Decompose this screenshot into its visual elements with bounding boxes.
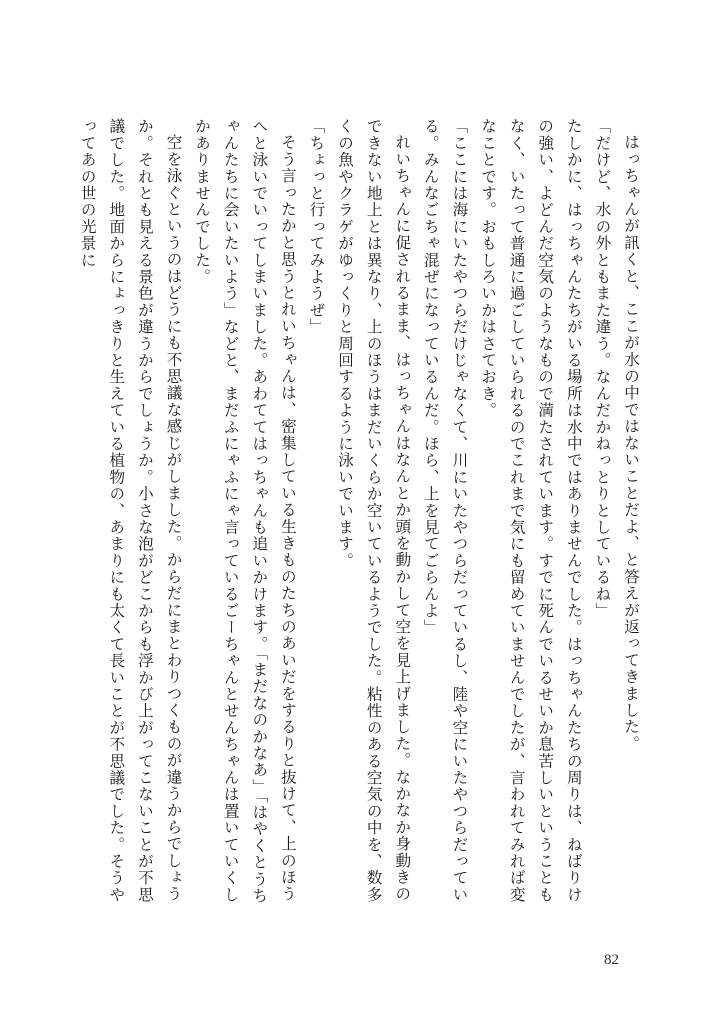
paragraph-6-dialogue: 「ちょっと行ってみようぜ」 [307, 118, 326, 336]
paragraph-7: そう言ったかと思うとれいちゃんは、密集している生きものたちのあいだをするりと抜けて、上のほうへと泳いでいってしまいました。あわててはっちゃんも追いかけます。「まだなのかなあ」「はやくとうちゃんたちに会いたいよう」などと、まだふにゃふにゃ言っているごーちゃんとせんちゃんは置いていくしかありませんでした。 [193, 118, 297, 904]
paragraph-3: たしかに、はっちゃんたちがいる場所は水中ではありませんでした。はっちゃんたちの周りは、ねばりけの強い、よどんだ空気のようなもので満たされています。すでに死んでいるせいか息苦しいということもなく、いたって普通に過ごしていられるのでこれまで気にも留めていませんでしたが、言われてみれば変なことです。おもしろいかはさておき。 [479, 118, 583, 903]
paragraph-5: れいちゃんに促されるまま、はっちゃんはなんとか頭を動かして空を見上げました。なかなか身動きのできない地上とは異なり、上のほうはまだいくらか空いているようでした。粘性のある空気の中を、数多くの魚やクラゲがゆっくりと周回するように泳いでいます。 [336, 118, 412, 903]
paragraph-4-dialogue: 「ここには海にいたやつらだけじゃなくて、川にいたやつらだっているし、陸や空にいたやつらだっている。みんなごちゃ混ぜになっているんだ。ほら、上を見てごらんよ」 [421, 118, 469, 903]
paragraph-2-dialogue: 「だけど、水の外ともまた違う。なんだかねっとりとしているね」 [593, 118, 612, 619]
page-number: 82 [604, 952, 619, 968]
vertical-text-body [75, 118, 645, 918]
paragraph-8: 空を泳ぐというのはどうにも不思議な感じがしました。からだにまとわりつくものが違うからでしょうか。それとも見える景色が違うからでしょうか。小さな泡がどこからも浮かび上がってこないことが不思議でした。地面からにょっきりと生えている植物の、あまりにも太くて長いことが不思議でした。そうやってあの世の光景に [78, 118, 183, 903]
paragraph-1: はっちゃんが訊くと、ここが水の中ではないことだよ、と答えが返ってきました。 [622, 133, 640, 752]
